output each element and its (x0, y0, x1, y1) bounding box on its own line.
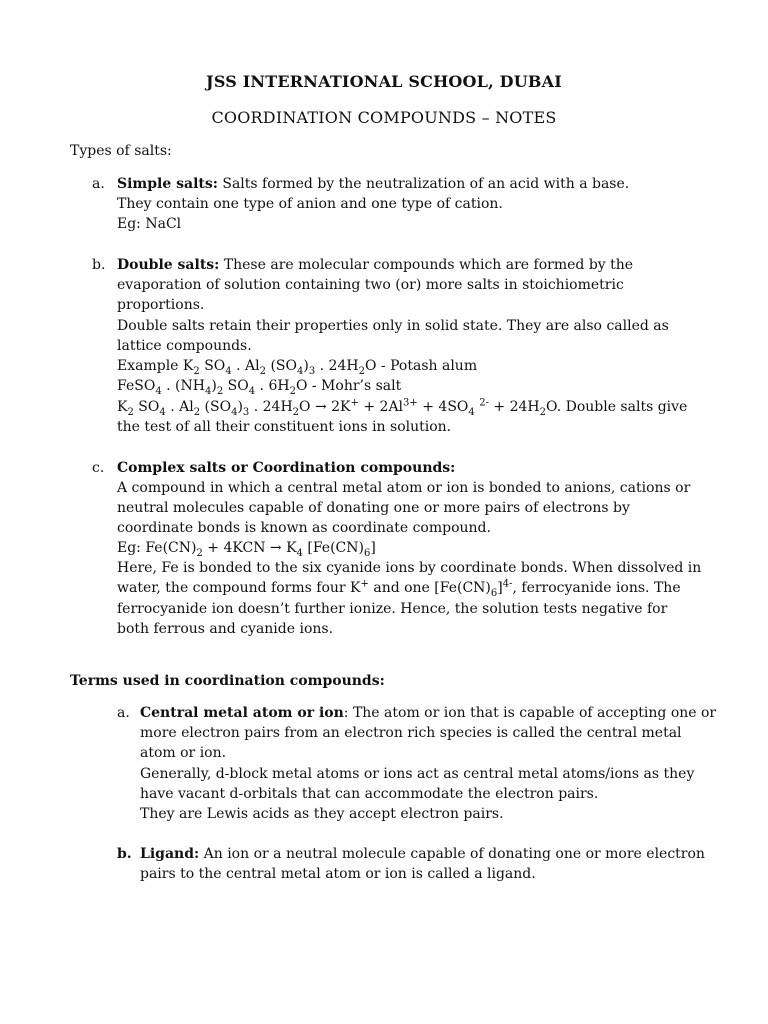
double-salts-line-2: evaporation of solution containing two (or) more salts in stoichiometric (117, 277, 624, 293)
complex-salts-here-line: Here, Fe is bonded to the six cyanide ions by coordinate bonds. When dissolved in (117, 560, 702, 576)
complex-salts-line-1: A compound in which a central metal atom or ion is bonded to anions, cations or (117, 480, 691, 496)
central-metal-line-3: atom or ion. (140, 745, 227, 761)
complex-salts-tail-2: both ferrous and cyanide ions. (117, 621, 334, 637)
double-salts-line-3: proportions. (117, 297, 205, 313)
double-salts-line-4: Double salts retain their properties only in solid state. They are also called as (117, 318, 669, 334)
mohr-salt-formula: FeSO$_4$ . $(NH_4)_2$ $SO_4$ . $6H_2O$ - Mohr’s salt (117, 378, 402, 397)
simple-salts-line-2: They contain one type of anion and one type of cation. (117, 196, 503, 212)
ligand-term: Ligand: (140, 846, 200, 862)
dissociation-equation: $K_2$ $SO_4$ . $Al_2$ $(SO_4)_3$ . $24H_2O \to 2K^+ + 2Al^{3+} + 4SO_4$ $^{2-} + 24H_2O$. Double salts give (117, 397, 688, 418)
double-salts-line-1: Double salts: These are molecular compounds which are formed by the (117, 257, 634, 273)
ligand-line-1: Ligand: An ion or a neutral molecule capable of donating one or more electron (140, 846, 705, 862)
simple-salts-line-1: Simple salts: Salts formed by the neutralization of an acid with a base. (117, 176, 630, 192)
document-title: COORDINATION COMPOUNDS – NOTES (211, 108, 557, 127)
complex-salts-water-line: water, the compound forms four K+ and one $[Fe(CN)_6]^{4-}$, ferrocyanide ions. The (117, 578, 681, 599)
complex-salts-line-3: coordinate bonds is known as coordinate compound. (117, 520, 491, 536)
list-marker: a. (92, 176, 105, 192)
school-title: JSS INTERNATIONAL SCHOOL, DUBAI (206, 72, 562, 91)
complex-salts-tail-1: ferrocyanide ion doesn’t further ionize. Hence, the solution tests negative for (117, 601, 668, 617)
complex-salts-term: Complex salts or Coordination compounds: (117, 460, 456, 476)
simple-salts-term: Simple salts: (117, 176, 218, 192)
central-metal-line-4: Generally, d-block metal atoms or ions act as central metal atoms/ions as they (140, 766, 695, 782)
list-marker: c. (92, 460, 105, 476)
central-metal-line-5: have vacant d-orbitals that can accommodate the electron pairs. (140, 786, 599, 802)
central-metal-term: Central metal atom or ion (140, 705, 344, 721)
double-salts-term: Double salts: (117, 257, 220, 273)
simple-salts-example: Eg: NaCl (117, 216, 182, 232)
ferrocyanide-equation: Eg: $Fe(CN)_2 + 4KCN \to K_4$ $[Fe(CN)_6]$ (117, 540, 376, 559)
central-metal-line-1: Central metal atom or ion: The atom or ion that is capable of accepting one or (140, 705, 717, 721)
list-marker: a. (117, 705, 130, 721)
terms-heading: Terms used in coordination compounds: (70, 673, 385, 689)
types-intro: Types of salts: (70, 143, 172, 159)
complex-salts-line-2: neutral molecules capable of donating one or more pairs of electrons by (117, 500, 630, 516)
central-metal-line-2: more electron pairs from an electron rich species is called the central metal (140, 725, 682, 741)
central-metal-line-6: They are Lewis acids as they accept electron pairs. (140, 806, 504, 822)
potash-alum-formula: Example $K_2$ $SO_4$ . $Al_2$ $(SO_4)_3$ . $24H_2O$ - Potash alum (117, 358, 478, 377)
list-marker: b. (92, 257, 106, 273)
ligand-line-2: pairs to the central metal atom or ion is called a ligand. (140, 866, 536, 882)
double-salts-line-5: lattice compounds. (117, 338, 252, 354)
double-salts-last-line: the test of all their constituent ions in solution. (117, 419, 452, 435)
complex-salts-heading (117, 458, 455, 478)
list-marker: b. (117, 846, 132, 862)
